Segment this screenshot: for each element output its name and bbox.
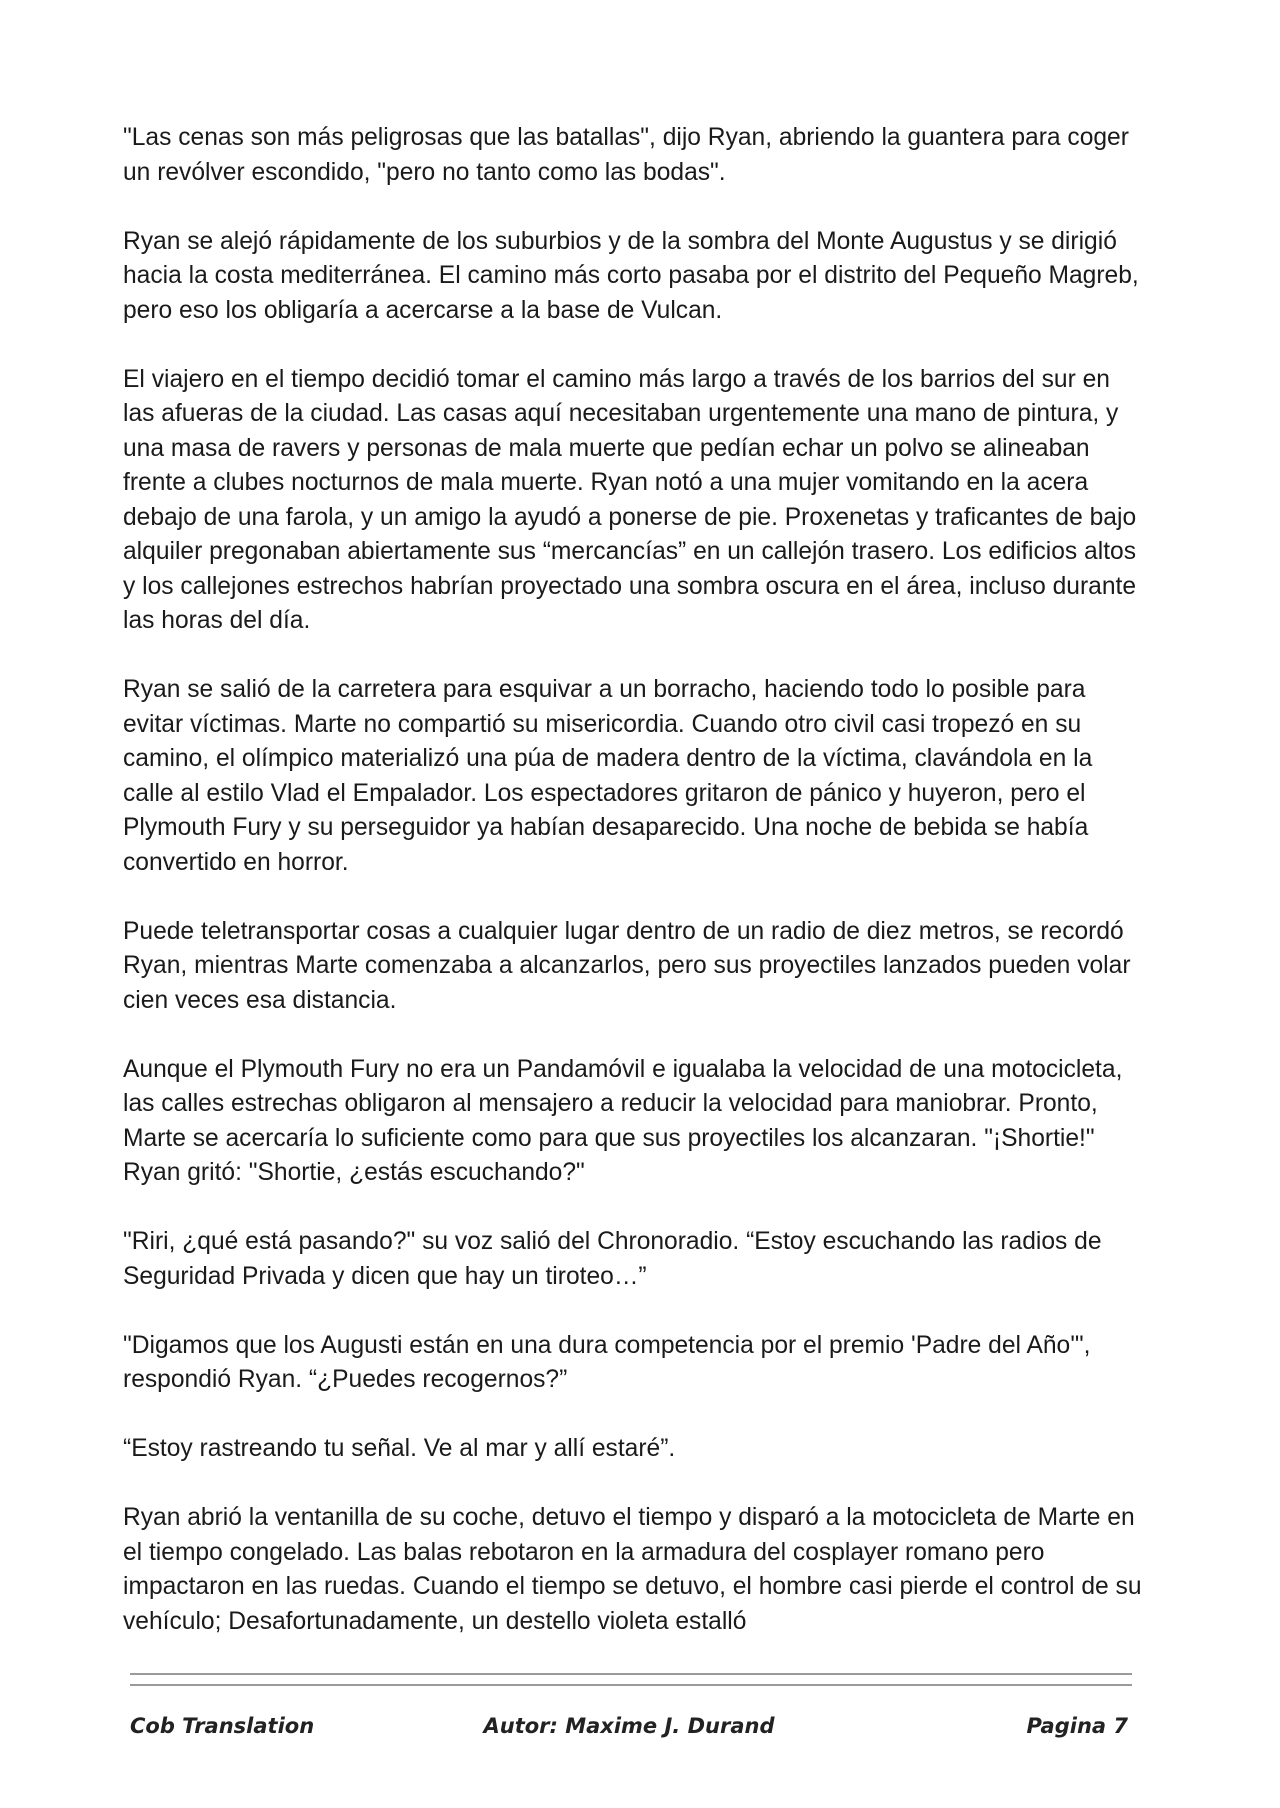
paragraph: Ryan se alejó rápidamente de los suburbios y de la sombra del Monte Augustus y se dirigió hacia la costa mediterránea. El camino más corto pasaba por el distrito del Pequeño Magreb, pero eso los obligaría a acercarse a la base de Vulcan.: [123, 227, 1139, 324]
paragraph: Ryan se salió de la carretera para esquivar a un borracho, haciendo todo lo posible para evitar víctimas. Marte no compartió su misericordia. Cuando otro civil casi tropezó en su camino, el olímpico materializó una púa de madera dentro de la víctima, clavándola en la calle al estilo Vlad el Empalador. Los espectadores gritaron de pánico y huyeron, pero el Plymouth Fury y su perseguidor ya habían desaparecido. Una noche de bebida se había convertido en horror.: [123, 676, 1093, 876]
paragraph: “Estoy rastreando tu señal. Ve al mar y allí estaré”.: [123, 1435, 676, 1462]
paragraph: "Riri, ¿qué está pasando?" su voz salió del Chronoradio. “Estoy escuchando las radios de Seguridad Privada y dicen que hay un tiroteo…”: [123, 1228, 1102, 1290]
paragraph: Aunque el Plymouth Fury no era un Pandamóvil e igualaba la velocidad de una motocicleta, las calles estrechas obligaron al mensajero a reducir la velocidad para maniobrar. Pronto, Marte se acercaría lo suficiente como para que sus proyectiles los alcanzaran. "¡Shortie!" Ryan gritó: "Shortie, ¿estás escuchando?": [123, 1055, 1123, 1186]
footer-page-number: Pagina 7: [1026, 1714, 1128, 1738]
paragraph: "Digamos que los Augusti están en una dura competencia por el premio 'Padre del Año'", respondió Ryan. “¿Puedes recogernos?”: [123, 1331, 1091, 1393]
footer-divider: [130, 1673, 1132, 1675]
paragraph: El viajero en el tiempo decidió tomar el camino más largo a través de los barrios del sur en las afueras de la ciudad. Las casas aquí necesitaban urgentemente una mano de pintura, y una masa de ravers y personas de mala muerte que pedían echar un polvo se alineaban frente a clubes nocturnos de mala muerte. Ryan notó a una mujer vomitando en la acera debajo de una farola, y un amigo la ayudó a ponerse de pie. Proxenetas y traficantes de bajo alquiler pregonaban abiertamente sus “mercancías” en un callejón trasero. Los edificios altos y los callejones estrechos habrían proyectado una sombra oscura en el área, incluso durante las horas del día.: [123, 365, 1137, 634]
footer-author: Autor: Maxime J. Durand: [483, 1714, 775, 1738]
document-body: [123, 121, 1143, 1674]
footer-translator: Cob Translation: [130, 1714, 315, 1738]
footer-divider: [130, 1684, 1132, 1686]
paragraph: Ryan abrió la ventanilla de su coche, detuvo el tiempo y disparó a la motocicleta de Marte en el tiempo congelado. Las balas rebotaron en la armadura del cosplayer romano pero impactaron en las ruedas. Cuando el tiempo se detuvo, el hombre casi pierde el control de su vehículo; Desafortunadamente, un destello violeta estalló: [123, 1504, 1142, 1635]
paragraph: "Las cenas son más peligrosas que las batallas", dijo Ryan, abriendo la guantera para coger un revólver escondido, "pero no tanto como las bodas".: [123, 124, 1129, 186]
page-footer: [130, 1714, 1128, 1746]
paragraph: Puede teletransportar cosas a cualquier lugar dentro de un radio de diez metros, se recordó Ryan, mientras Marte comenzaba a alcanzarlos, pero sus proyectiles lanzados pueden volar cien veces esa distancia.: [123, 917, 1131, 1014]
